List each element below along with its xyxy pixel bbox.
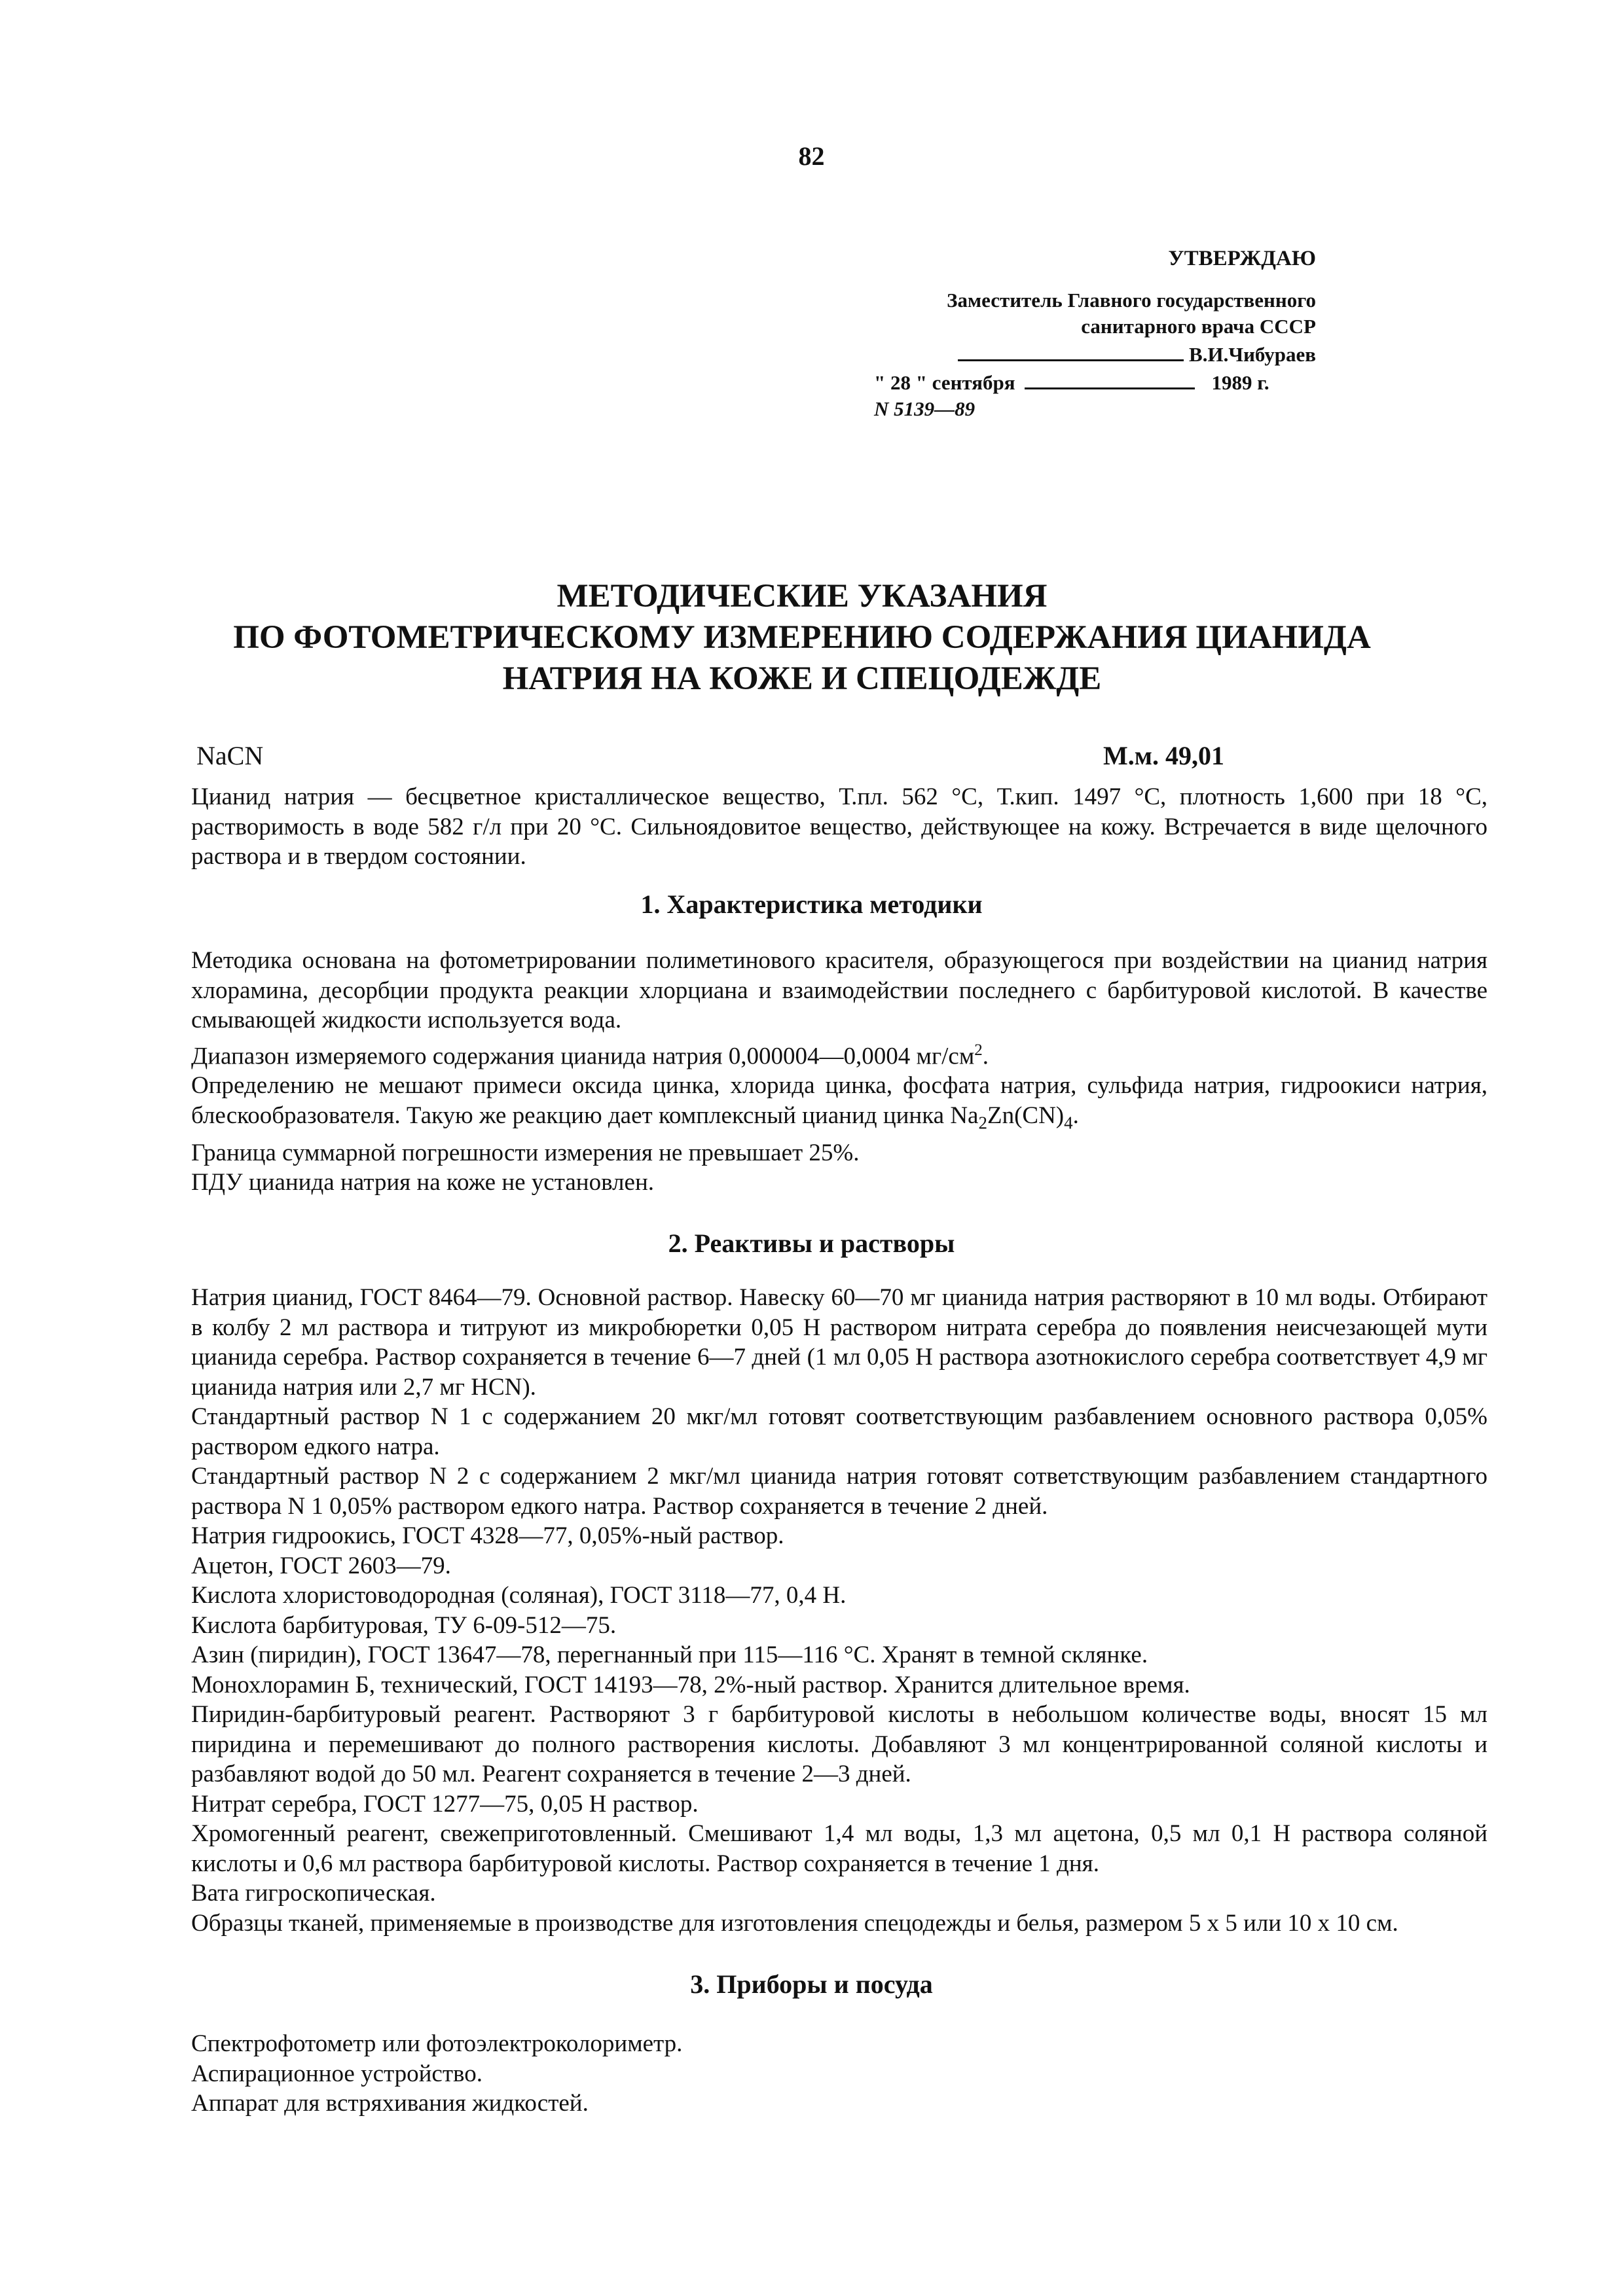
reagent-item: Хромогенный реагент, свежеприготовленный. Смешивают 1,4 мл воды, 1,3 мл ацетона, 0,5 мл 0,1 Н раствора соляной кислоты и 0,6 мл раствора барбитуровой кислоты. Раствор сохраняется в течение 1 дня. xyxy=(191,1820,1487,1877)
date-blank xyxy=(1025,368,1195,389)
section1-paragraph: Методика основана на фотометрировании полиметинового красителя, образующегося при воздействии на цианид натрия хлорамина, десорбции продукта реакции хлорциана и взаимодействии последнего с барбитуровой кислотой. В качестве смывающей жидкости используется вода. xyxy=(191,947,1487,1033)
reagent-item: Кислота хлористоводородная (соляная), ГОСТ 3118—77, 0,4 Н. xyxy=(191,1582,847,1609)
approval-year: 1989 г. xyxy=(1211,371,1269,394)
section1-heading: 1. Характеристика методики xyxy=(640,889,983,919)
section3-body xyxy=(191,2029,1487,2119)
formula-sub2: 4 xyxy=(1064,1113,1073,1133)
equipment-item: Аспирационное устройство. xyxy=(191,2060,483,2087)
reagent-item: Образцы тканей, применяемые в производстве для изготовления спецодежды и белья, размером 5 х 5 или 10 х 10 см. xyxy=(191,1909,1398,1937)
reagent-item: Натрия цианид, ГОСТ 8464—79. Основной раствор. Навеску 60—70 мг цианида натрия растворяют в 10 мл воды. Отбирают в колбу 2 мл раствора и титруют из микробюретки 0,05 Н раствором нитрата серебра до появления неисчезающей мути цианида серебра. Раствор сохраняется в течение 6—7 дней (1 мл 0,05 Н раствора азотнокислого серебра соответствует 4,9 мг цианида натрия или 2,7 мг HCN). xyxy=(191,1284,1487,1401)
section1-interference-paragraph xyxy=(191,1071,1487,1138)
section2-body xyxy=(191,1283,1487,1938)
chemical-formula: NaCN xyxy=(196,741,264,770)
reagent-item: Натрия гидроокись, ГОСТ 4328—77, 0,05%-ный раствор. xyxy=(191,1522,784,1549)
reagent-item: Вата гигроскопическая. xyxy=(191,1880,436,1907)
reagent-item: Кислота барбитуровая, ТУ 6-09-512—75. xyxy=(191,1611,617,1639)
section3-heading: 3. Приборы и посуда xyxy=(690,1969,933,1999)
reagent-item: Азин (пиридин), ГОСТ 13647—78, перегнанный при 115—116 °С. Хранят в темной склянке. xyxy=(191,1641,1148,1668)
reagent-item: Стандартный раствор N 2 с содержанием 2 мкг/мл цианида натрия готовят сответствующим разбавлением стандартного раствора N 1 0,05% раствором едкого натра. Раствор сохраняется в течение 2 дней. xyxy=(191,1463,1487,1520)
reagent-item: Монохлорамин Б, технический, ГОСТ 14193—78, 2%-ный раствор. Хранится длительное время. xyxy=(191,1671,1190,1698)
approval-date-line xyxy=(874,368,1316,396)
signature-blank xyxy=(958,340,1184,361)
formula-sub1: 2 xyxy=(978,1113,987,1133)
equipment-item: Спектрофотометр или фотоэлектроколориметр. xyxy=(191,2030,683,2057)
reagent-item: Нитрат серебра, ГОСТ 1277—75, 0,05 Н раствор. xyxy=(191,1790,699,1818)
approval-signatory: В.И.Чибураев xyxy=(1189,343,1316,366)
formula-mid: Zn(CN) xyxy=(987,1102,1065,1129)
range-text: Диапазон измеряемого содержания цианида натрия 0,000004—0,0004 мг/см xyxy=(191,1042,975,1069)
interference-text: Определению не мешают примеси оксида цинка, хлорида цинка, фосфата натрия, сульфида натрия, гидроокиси натрия, блескообразователя. Такую же реакцию дает комплексный цианид цинка Na xyxy=(191,1072,1487,1129)
title-line2: ПО ФОТОМЕТРИЧЕСКОМУ ИЗМЕРЕНИЮ СОДЕРЖАНИЯ ЦИАНИДА xyxy=(233,619,1371,656)
approval-position-line1: Заместитель Главного государственного xyxy=(947,289,1316,312)
formula-row xyxy=(196,740,1224,772)
title-line1: МЕТОДИЧЕСКИЕ УКАЗАНИЯ xyxy=(556,578,1048,615)
approval-number: N 5139—89 xyxy=(874,397,976,420)
range-superscript: 2 xyxy=(974,1041,983,1059)
section1-pdu-paragraph: ПДУ цианида натрия на коже не установлен. xyxy=(191,1169,654,1196)
section2-heading: 2. Реактивы и растворы xyxy=(668,1229,955,1258)
interference-end: . xyxy=(1072,1102,1079,1129)
intro-paragraph: Цианид натрия — бесцветное кристаллическое вещество, Т.пл. 562 °С, Т.кип. 1497 °С, плотность 1,600 при 18 °С, растворимость в воде 582 г/л при 20 °С. Сильноядовитое вещество, действующее на кожу. Встречается в виде щелочного раствора и в твердом состоянии. xyxy=(191,783,1487,870)
section1-body xyxy=(191,946,1487,1198)
reagent-item: Стандартный раствор N 1 с содержанием 20 мкг/мл готовят соответствующим разбавлением основного раствора 0,05% раствором едкого натра. xyxy=(191,1403,1487,1460)
document-title xyxy=(164,576,1440,700)
section1-error-paragraph: Граница суммарной погрешности измерения не превышает 25%. xyxy=(191,1139,860,1166)
molar-mass: М.м. 49,01 xyxy=(1103,741,1224,770)
approval-heading: УТВЕРЖДАЮ xyxy=(1168,247,1316,270)
equipment-item: Аппарат для встряхивания жидкостей. xyxy=(191,2090,589,2117)
section1-range-paragraph xyxy=(191,1035,1487,1071)
reagent-item: Ацетон, ГОСТ 2603—79. xyxy=(191,1552,451,1579)
approval-block xyxy=(874,245,1316,422)
range-end: . xyxy=(982,1042,989,1069)
approval-signature-line xyxy=(874,340,1316,368)
approval-date: " 28 " сентября xyxy=(874,371,1015,394)
reagent-item: Пиридин-барбитуровый реагент. Растворяют 3 г барбитуровой кислоты в небольшом количестве воды, вносят 15 мл пиридина и перемешивают до полного растворения кислоты. Добавляют 3 мл концентрированной соляной кислоты и разбавляют водой до 50 мл. Реагент сохраняется в течение 2—3 дней. xyxy=(191,1701,1487,1787)
intro-paragraph-block xyxy=(191,782,1487,872)
approval-position-line2: санитарного врача СССР xyxy=(1081,315,1316,338)
title-line3: НАТРИЯ НА КОЖЕ И СПЕЦОДЕЖДЕ xyxy=(502,660,1102,697)
page-number: 82 xyxy=(798,141,825,171)
